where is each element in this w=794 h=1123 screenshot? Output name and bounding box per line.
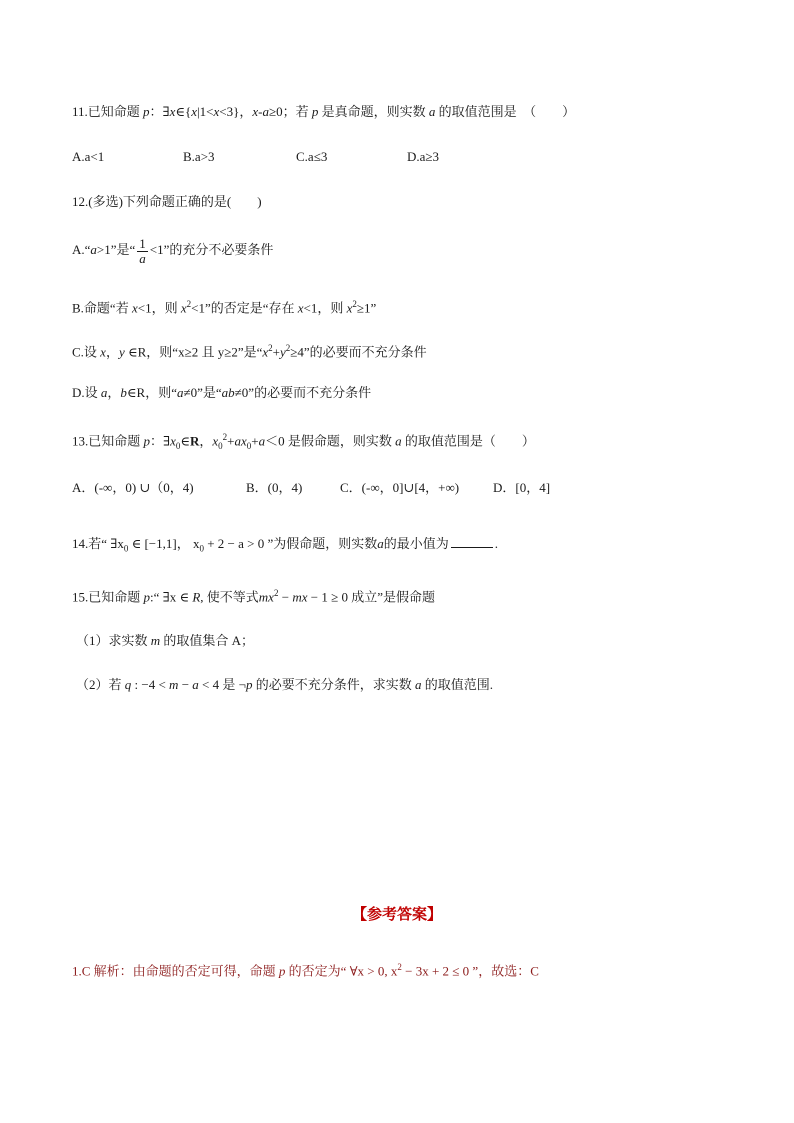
question-15-part-2: （2）若 q : −4 < m − a < 4 是 ¬p 的必要不充分条件，求实数 a 的取值范围.: [76, 677, 493, 692]
q13-option-d: D．[0，4]: [493, 480, 551, 495]
q13-option-c: C．(-∞，0]∪[4，+∞): [340, 480, 460, 495]
question-13-stem: 13.已知命题 p：$\exists x_0\in R$，$x_0^2+ax_0+a<0$ 是假命题，则实数 a 的取值范围是（ ）: [72, 432, 535, 451]
answer-line-1: 1.C 解析：由命题的否定可得，命题 p 的否定为“ ∀x > 0, $x^2 - 3x + 2 \le 0$ ”，故选：C: [72, 962, 539, 979]
question-15-stem: 15.已知命题 p:“ ∃x ∈ R, 使不等式$mx^2$ − mx − 1 ≥ 0 成立”是假命题: [72, 588, 435, 605]
q13-option-a: A．(-∞，0) ∪（0，4): [72, 480, 194, 495]
answer-blank[interactable]: [451, 535, 493, 548]
answer-section-title: 【参考答案】: [351, 905, 442, 923]
q11-option-a: A.a<1: [72, 149, 105, 164]
fraction-one-over-a: $\frac{1}{a}$: [139, 235, 146, 266]
question-11-options: [72, 148, 472, 166]
q11-option-c: C.a≤3: [296, 149, 328, 164]
question-12-stem: 12.(多选)下列命题正确的是( ): [72, 194, 262, 209]
question-12-option-c: C.设 x，y ∈R，则“x≥2 且 y≥2”是“$x^2+y^2\ge 4$”的必要而不充分条件: [72, 343, 427, 360]
question-15-part-1: （1）求实数 m 的取值集合 A；: [76, 633, 255, 648]
question-12-option-b: B.命题“若 x<1，则 $x^2<1$”的否定是“存在 x<1，则 $x^2\ge 1$”: [72, 299, 377, 316]
question-11-stem: 11.已知命题 p：∃x∈{x|1<x<3}，x-a≥0；若 p 是真命题，则实数 a 的取值范围是 （ ）: [72, 104, 576, 119]
q11-option-b: B.a>3: [183, 149, 215, 164]
question-12-option-a: A.“a>1”是“ $\frac{1}{a}$ <1”的充分不必要条件: [72, 235, 274, 266]
q11-option-d: D.a≥3: [407, 149, 440, 164]
q13-option-b: B．(0，4): [246, 480, 303, 495]
question-14-stem: 14.若“ $\exists x_0$ ∈ [−1,1]， $x_0 + 2 - a > 0$ ”为假命题，则实数a的最小值为 .: [72, 536, 499, 554]
question-12-option-d: D.设 a，b∈R，则“a≠0”是“ab≠0”的必要而不充分条件: [72, 385, 372, 400]
question-13-options: [72, 479, 572, 497]
